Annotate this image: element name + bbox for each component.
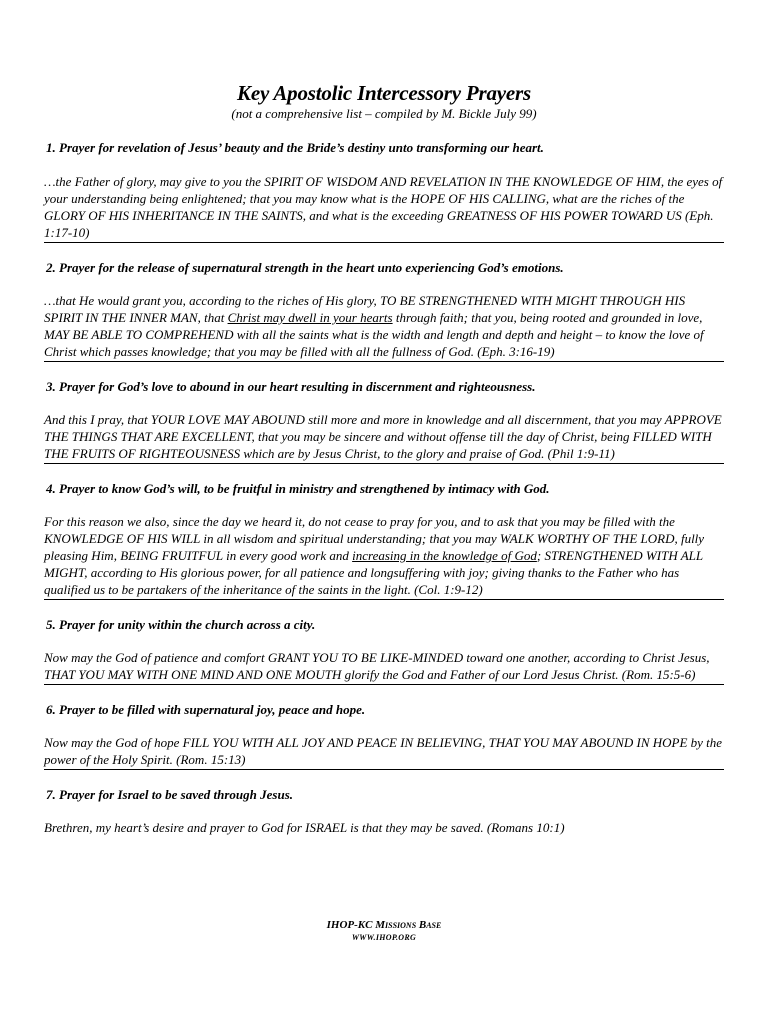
prayer-section-3 bbox=[44, 379, 724, 464]
footer-website: WWW.IHOP.ORG bbox=[351, 933, 417, 942]
prayer-heading: 4. Prayer to know God’s will, to be fruitful in ministry and strengthened by intimacy with God. bbox=[46, 481, 550, 496]
prayer-heading: 5. Prayer for unity within the church across a city. bbox=[46, 617, 316, 632]
prayer-heading: 6. Prayer to be filled with supernatural joy, peace and hope. bbox=[46, 702, 366, 717]
prayer-text-underlined: increasing in the knowledge of God bbox=[352, 548, 537, 563]
prayer-heading: 3. Prayer for God’s love to abound in our heart resulting in discernment and righteousness. bbox=[46, 379, 536, 394]
document-page bbox=[44, 80, 724, 837]
prayer-text bbox=[44, 411, 724, 464]
prayer-text bbox=[44, 649, 724, 685]
prayer-text bbox=[44, 292, 724, 362]
prayer-text bbox=[44, 513, 724, 600]
prayer-text bbox=[44, 819, 724, 837]
prayer-text-part: And this I pray, that YOUR LOVE MAY ABOUND still more and more in knowledge and all discernment, that you may APPROVE THE THINGS THAT ARE EXCELLENT, that you may be sincere and without offense till the day of Christ, being FILLED WITH THE FRUITS OF RIGHTEOUSNESS which are by Jesus Christ, to the glory and praise of God. (Phil 1:9-11) bbox=[44, 412, 722, 461]
prayer-heading: 7. Prayer for Israel to be saved through Jesus. bbox=[46, 787, 294, 802]
prayer-text-part: …that He would grant you, according to the riches of His glory, TO BE STRENGTHENED WITH MIGHT THROUGH HIS SPIRIT IN THE INNER MAN, that bbox=[44, 293, 686, 325]
prayer-text-part: ; STRENGTHENED WITH ALL MIGHT, according to His glorious power, for all patience and longsuffering with joy; giving thanks to the Father who has qualified us to be partakers of the inheritance of the saints in the light. (Col. 1:9-12) bbox=[44, 548, 703, 597]
prayer-section-5 bbox=[44, 617, 724, 685]
document-subtitle: (not a comprehensive list – compiled by M. Bickle July 99) bbox=[231, 106, 537, 121]
prayer-section-6 bbox=[44, 702, 724, 770]
prayer-text-part: Brethren, my heart’s desire and prayer to God for ISRAEL is that they may be saved. (Romans 10:1) bbox=[44, 820, 565, 835]
prayer-text-part: Now may the God of patience and comfort GRANT YOU TO BE LIKE-MINDED toward one another, according to Christ Jesus, THAT YOU MAY WITH ONE MIND AND ONE MOUTH glorify the God and Father of our Lord Jesus Christ. (Rom. 15:5-6) bbox=[44, 650, 710, 682]
prayer-section-4 bbox=[44, 481, 724, 600]
prayer-section-2 bbox=[44, 260, 724, 362]
prayer-section-7 bbox=[44, 787, 724, 837]
prayer-heading: 2. Prayer for the release of supernatural strength in the heart unto experiencing God’s emotions. bbox=[46, 260, 564, 275]
prayer-heading: 1. Prayer for revelation of Jesus’ beauty and the Bride’s destiny unto transforming our heart. bbox=[46, 140, 544, 155]
prayer-text bbox=[44, 734, 724, 770]
prayer-text-part: through faith; that you, being rooted and grounded in love, MAY BE ABLE TO COMPREHEND with all the saints what is the width and length and depth and height – to know the love of Christ which passes knowledge; that you may be filled with all the fullness of God. (Eph. 3:16-19) bbox=[44, 310, 704, 359]
footer-organization: IHOP-KC Missions Base bbox=[326, 919, 442, 931]
prayer-text-part: Now may the God of hope FILL YOU WITH ALL JOY AND PEACE IN BELIEVING, THAT YOU MAY ABOUND IN HOPE by the power of the Holy Spirit. (Rom. 15:13) bbox=[44, 735, 723, 767]
prayer-section-1 bbox=[44, 140, 724, 243]
prayer-text-part: …the Father of glory, may give to you the SPIRIT OF WISDOM AND REVELATION IN THE KNOWLEDGE OF HIM, the eyes of your understanding being enlightened; that you may know what is the HOPE OF HIS CALLING, what are the riches of the GLORY OF HIS INHERITANCE IN THE SAINTS, and what is the exceeding GREATNESS OF HIS POWER TOWARD US (Eph. 1:17-10) bbox=[44, 174, 723, 240]
document-title: Key Apostolic Intercessory Prayers bbox=[237, 81, 531, 105]
page-footer bbox=[0, 918, 768, 944]
prayer-text-part: For this reason we also, since the day we heard it, do not cease to pray for you, and to ask that you may be filled with the KNOWLEDGE OF HIS WILL in all wisdom and spiritual understanding; that you may WALK WORTHY OF THE LORD, fully pleasing Him, BEING FRUITFUL in every good work and bbox=[44, 514, 705, 563]
prayer-text-underlined: Christ may dwell in your hearts bbox=[227, 310, 393, 325]
prayer-text bbox=[44, 173, 724, 243]
